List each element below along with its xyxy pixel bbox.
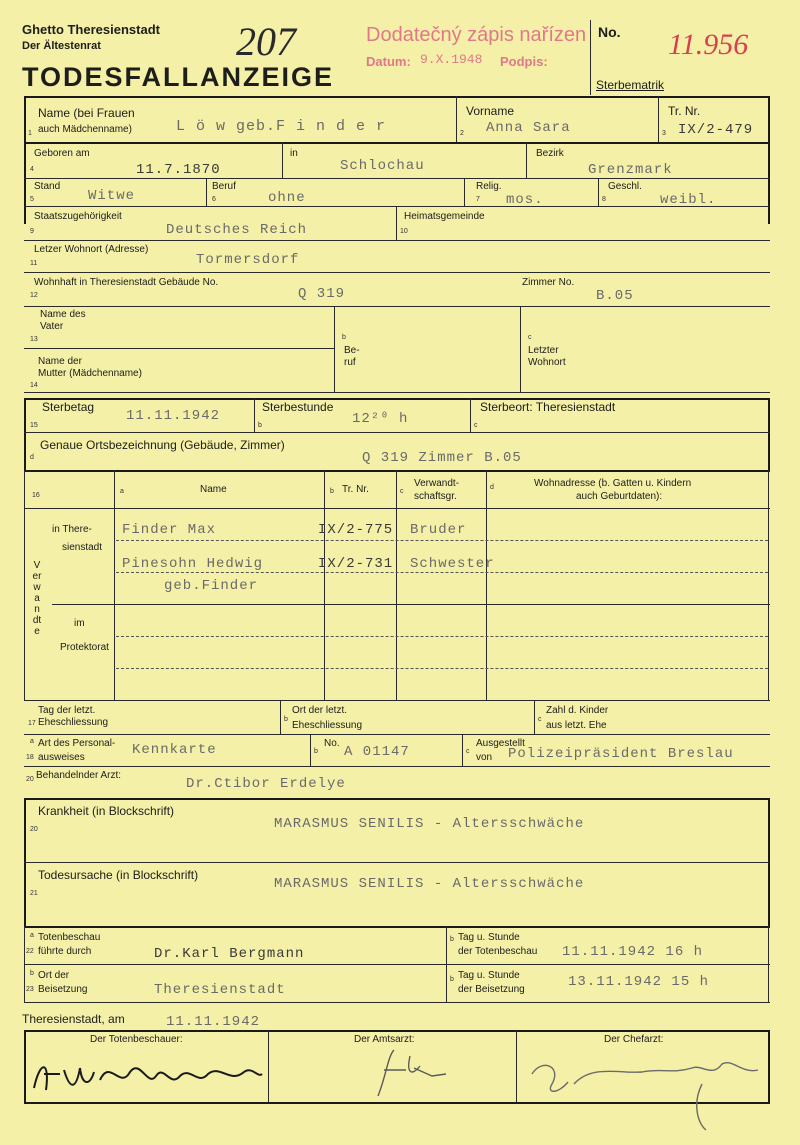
tag-eheschliessung-label: Tag der letzt.	[38, 705, 96, 716]
name-label: Name (bei Frauen	[38, 106, 135, 120]
parent-wohnort-label: Letzter	[528, 345, 559, 356]
col-adr-header: Wohnadresse (b. Gatten u. Kindern	[534, 478, 692, 489]
staats-label: Staatszugehörigkeit	[34, 211, 122, 222]
relative-1-name: Finder Max	[122, 522, 217, 538]
ausgestellt-value: Polizeipräsident Breslau	[508, 746, 734, 762]
amtsarzt-sign-label: Der Amtsarzt:	[354, 1034, 415, 1045]
org-line-1: Ghetto Theresienstadt	[22, 22, 160, 37]
sterbematrik-label: Sterbematrik	[596, 78, 665, 92]
beruf-value: ohne	[268, 190, 306, 206]
tag-eheschliessung-label-2: Eheschliessung	[38, 717, 109, 728]
col-verw-header: Verwandt-	[414, 478, 460, 489]
vater-label: Name des	[40, 309, 86, 320]
wohnhaft-value: Q 319	[298, 286, 346, 302]
col-name-header: Name	[200, 484, 227, 495]
col-adr-header-2: auch Geburtdaten):	[576, 491, 663, 502]
geschl-value: weibl.	[660, 192, 717, 208]
ausgestellt-label: Ausgestellt	[476, 738, 525, 749]
trnr-label: Tr. Nr.	[668, 104, 701, 118]
bezirk-label: Bezirk	[536, 148, 564, 159]
ausweis-no-label: No.	[324, 738, 340, 749]
org-line-2: Der Ältestenrat	[22, 40, 101, 52]
relig-value: mos.	[506, 192, 544, 208]
totenbeschauer-sign-label: Der Totenbeschauer:	[90, 1034, 183, 1045]
stamp-line-1: Dodatečný zápis nařízen	[366, 24, 587, 46]
page-title: TODESFALLANZEIGE	[22, 62, 335, 92]
amtsarzt-signature-icon	[370, 1046, 450, 1100]
relative-3-name: geb.Finder	[164, 578, 259, 594]
chefarzt-sign-label: Der Chefarzt:	[604, 1034, 664, 1045]
ort-beisetzung-label: Ort der	[38, 970, 70, 981]
heimat-label: Heimatsgemeinde	[404, 211, 485, 222]
geboren-value: 11.7.1870	[136, 162, 221, 178]
parent-beruf-label: Be-	[344, 345, 360, 356]
relative-2-verw: Schwester	[410, 556, 495, 572]
name-label-2: auch Mädchenname)	[38, 124, 132, 135]
verwandte-side-label: Verwandte	[32, 560, 42, 637]
ausweis-no-value: A 01147	[344, 744, 410, 760]
tag-beisetzung-label-2: der Beisetzung	[458, 984, 525, 995]
relig-label: Relig.	[476, 181, 502, 192]
totenbeschauer-signature-icon	[30, 1050, 266, 1100]
chefarzt-signature-icon	[522, 1044, 762, 1134]
sterbestunde-value: 12²⁰ h	[352, 411, 409, 427]
ort-beisetzung-label-2: Beisetzung	[38, 984, 88, 995]
in-label: in	[290, 148, 298, 159]
arzt-label: Behandelnder Arzt:	[36, 770, 122, 781]
tag-totenbeschau-label: Tag u. Stunde	[458, 932, 520, 943]
ort-eheschliessung-label: Ort der letzt.	[292, 705, 348, 716]
red-matrik-number: 11.956	[668, 28, 749, 61]
ortsbezeichnung-label: Genaue Ortsbezeichnung (Gebäude, Zimmer)	[40, 438, 285, 452]
in-theresienstadt-label: in There-	[52, 524, 92, 535]
sterbeort-label: Sterbeort: Theresienstadt	[480, 400, 616, 414]
ausweis-art-value: Kennkarte	[132, 742, 217, 758]
vater-label-2: Vater	[40, 321, 64, 332]
bezirk-value: Grenzmark	[588, 162, 673, 178]
geschl-label: Geschl.	[608, 181, 642, 192]
relative-1-trnr: IX/2-775	[318, 522, 394, 538]
ausgestellt-label-2: von	[476, 752, 493, 763]
ort-beisetzung-value: Theresienstadt	[154, 982, 286, 998]
todesursache-label: Todesursache (in Blockschrift)	[38, 868, 199, 882]
header-divider	[590, 20, 591, 95]
zimmer-value: B.05	[596, 288, 634, 304]
wohnhaft-label: Wohnhaft in Theresienstadt Gebäude No.	[34, 277, 219, 288]
krankheit-value: MARASMUS SENILIS - Altersschwäche	[274, 816, 585, 832]
in-value: Schlochau	[340, 158, 425, 174]
krankheit-label: Krankheit (in Blockschrift)	[38, 804, 175, 818]
sterbetag-label: Sterbetag	[42, 400, 95, 414]
vorname-value: Anna Sara	[486, 120, 571, 136]
relative-2-name: Pinesohn Hedwig	[122, 556, 264, 572]
totenbeschau-label-2: führte durch	[38, 946, 92, 957]
no-label: No.	[598, 24, 621, 40]
kinder-label: Zahl d. Kinder	[546, 705, 609, 716]
col-verw-header-2: schaftsgr.	[414, 491, 457, 502]
ortsbezeichnung-value: Q 319 Zimmer B.05	[362, 450, 522, 466]
parent-wohnort-label-2: Wohnort	[528, 357, 566, 368]
parent-beruf-label-2: ruf	[344, 357, 356, 368]
ort-eheschliessung-label-2: Eheschliessung	[292, 720, 363, 731]
vorname-label: Vorname	[466, 104, 515, 118]
ausweis-art-label: Art des Personal-	[38, 738, 116, 749]
sterbestunde-label: Sterbestunde	[262, 400, 334, 414]
stamp-date-value: 9.X.1948	[420, 52, 483, 67]
theresienstadt-am-label: Theresienstadt, am	[22, 1012, 125, 1026]
relative-2-trnr: IX/2-731	[318, 556, 394, 572]
wohnort-label: Letzer Wohnort (Adresse)	[34, 244, 149, 255]
stamp-date-label: Datum:	[366, 54, 411, 69]
wohnort-value: Tormersdorf	[196, 252, 300, 268]
protektorat-label: Protektorat	[60, 642, 109, 653]
ausweis-art-label-2: ausweises	[38, 752, 85, 763]
theresienstadt-am-value: 11.11.1942	[166, 1014, 261, 1030]
stamp-sign-label: Podpis:	[500, 54, 548, 69]
sterbetag-value: 11.11.1942	[126, 408, 221, 424]
col-trnr-header: Tr. Nr.	[342, 484, 369, 495]
totenbeschau-label: Totenbeschau	[38, 932, 101, 943]
stand-label: Stand	[34, 181, 61, 192]
tag-beisetzung-label: Tag u. Stunde	[458, 970, 520, 981]
geboren-label: Geboren am	[34, 148, 90, 159]
name-value: L ö w geb.F i n d e r	[176, 118, 387, 135]
staats-value: Deutsches Reich	[166, 222, 308, 238]
tag-beisetzung-value: 13.11.1942 15 h	[568, 974, 710, 990]
tag-totenbeschau-label-2: der Totenbeschau	[458, 946, 538, 957]
zimmer-label: Zimmer No.	[522, 277, 575, 288]
mutter-label: Name der	[38, 356, 82, 367]
totenbeschau-value: Dr.Karl Bergmann	[154, 946, 305, 962]
kinder-label-2: aus letzt. Ehe	[546, 720, 607, 731]
beruf-label: Beruf	[212, 181, 236, 192]
stand-value: Witwe	[88, 188, 136, 204]
relative-1-verw: Bruder	[410, 522, 467, 538]
mutter-label-2: Mutter (Mädchenname)	[38, 368, 142, 379]
trnr-value: IX/2-479	[678, 122, 754, 138]
im-label: im	[74, 618, 85, 629]
death-notice-form: Ghetto Theresienstadt Der Ältestenrat TODESFALLANZEIGE 207 Dodatečný zápis nařízen Datum: 9.X.1948 Podpis: No. Sterbematrik 11.956 Name (bei Frauen auch Mädchenname) 1 L ö w geb.F i n d e r Vorname 2 Anna Sara Tr. Nr. 3 IX/2-479 Geboren am 4 11.7.1870 in Schlochau Bezirk Grenzmark Stand 5 Witwe Beruf 6 ohne Relig. 7 mos. Geschl. 8 weibl. Staatszugehörigkeit 9 Deutsches Reich Heimatsgemeinde 10 Letzer Wohnort (Adresse) 11 Tormersdorf Wohnhaft in Theresienstadt Gebäude No. 12 Q 319 Zimmer No. B.05 Name des Vater 13 Name der Mutter (Mädchenname) 14 b Be- ruf c Letzter Wohnort Sterbetag 15 11.11.1942 Sterbestunde b 12²⁰ h Sterbeort: Theresienstadt c Genaue Ortsbezeichnung (Gebäude, Zimmer) d Q 319 Zimmer B.05 16 a Name b Tr. Nr. c Verwandt- schaftsgr. d Wohnadresse (b. Gatten u. Kindern auch Geburtdaten): Verwandte in There- sienstadt im Protektorat Finder Max IX/2-775 Bruder Pinesohn Hedwig IX/2-731 Schwester geb.Finder Tag der letzt. 17 Eheschliessung b Ort der letzt. Eheschliessung c Zahl d. Kinder aus letzt. Ehe a Art des Personal- 18 ausweises Kennkarte b No. A 01147 c Ausgestellt von Polizeipräsident Breslau 20 Behandelnder Arzt: Dr.Ctibor Erdelye Krankheit (in Blockschrift) 20 MARASMUS SENILIS - Altersschwäche Todesursache (in Blockschrift) 21 MARASMUS SENILIS - Altersschwäche a Totenbeschau 22 führte durch Dr.Karl Bergmann b Tag u. Stunde der Totenbeschau 11.11.1942 16 h b Ort der 23 Beisetzung Theresienstadt b Tag u. Stunde der Beisetzung 13.11.1942 15 h Theresienstadt, am 11.11.1942 Der Totenbeschauer: Der Amtsarzt: Der Chefarzt:	[0, 0, 800, 1145]
tag-totenbeschau-value: 11.11.1942 16 h	[562, 944, 704, 960]
arzt-value: Dr.Ctibor Erdelye	[186, 776, 346, 792]
in-theresienstadt-label-2: sienstadt	[62, 542, 103, 553]
todesursache-value: MARASMUS SENILIS - Altersschwäche	[274, 876, 585, 892]
handwritten-note: 207	[236, 19, 296, 64]
